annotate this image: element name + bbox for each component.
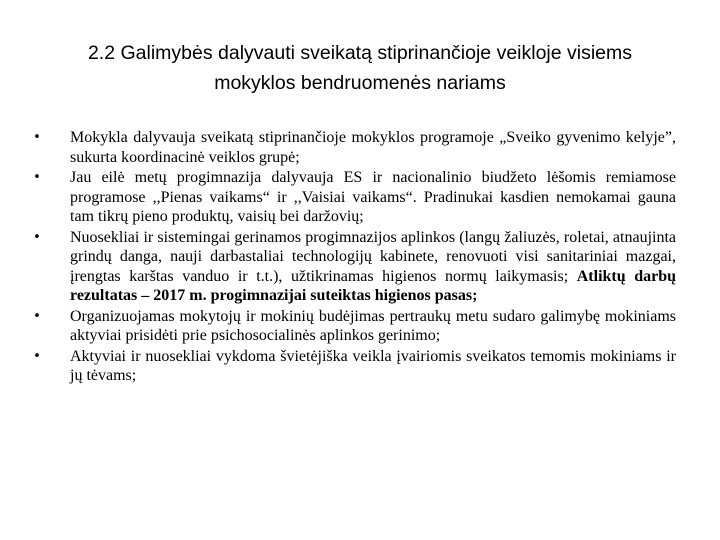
bullet-item-milk-fruit-programs [30, 168, 676, 227]
slide-title-line-2: mokyklos bendruomenės nariams [214, 72, 506, 94]
bullet-icon: • [33, 308, 41, 324]
bullet-item-health-education [30, 347, 676, 386]
slide-title-line-1: 2.2 Galimybės dalyvauti sveikatą stiprinančioje veikloje visiems [87, 42, 633, 64]
bullet-icon: • [33, 170, 41, 185]
bullet-icon: • [33, 229, 41, 245]
slide-title [30, 38, 690, 98]
bullet-text: Nuosekliai ir sistemingai gerinamos progimnazijos aplinkos (langų žaliuzės, roletai, atnaujinta grindų danga, nauji darbastaliai technologijų kabinete, renovuoti visi sanitariniai mazgai, įrengtas karštas vanduo ir t.t.), užtikrinamas higienos normų laikymasis; [70, 228, 676, 285]
bullet-text: Jau eilė metų progimnazija dalyvauja ES ir nacionalinio biudžeto lėšomis remiamose programose ,,Pienas vaikams“ ir ,,Vaisiai vaikams“. Pradinukai kasdien nemokamai gauna tam tikrų pieno produktų, vaisių bei daržovių; [70, 169, 676, 225]
bullet-list [30, 128, 676, 387]
bullet-item-school-program [30, 128, 676, 167]
bullet-icon: • [33, 130, 41, 145]
bullet-text: Organizuojamas mokytojų ir mokinių budėjimas pertraukų metu sudaro galimybę mokiniams aktyviai prisidėti prie psichosocialinės aplinkos gerinimo; [70, 307, 676, 344]
bullet-item-break-duty [30, 307, 676, 346]
bullet-icon: • [33, 348, 41, 364]
bullet-bold-text: Atliktų darbų rezultatas – 2017 m. progimnazijai suteiktas higienos pasas; [70, 267, 677, 304]
bullet-item-environment-improvements [30, 228, 676, 306]
bullet-text: Mokykla dalyvauja sveikatą stiprinančioje mokyklos programoje „Sveiko gyvenimo kelyje”, sukurta koordinacinė veiklos grupė; [70, 129, 676, 166]
bullet-text: Aktyviai ir nuosekliai vykdoma švietėjiška veikla įvairiomis sveikatos temomis mokiniams ir jų tėvams; [70, 347, 676, 384]
